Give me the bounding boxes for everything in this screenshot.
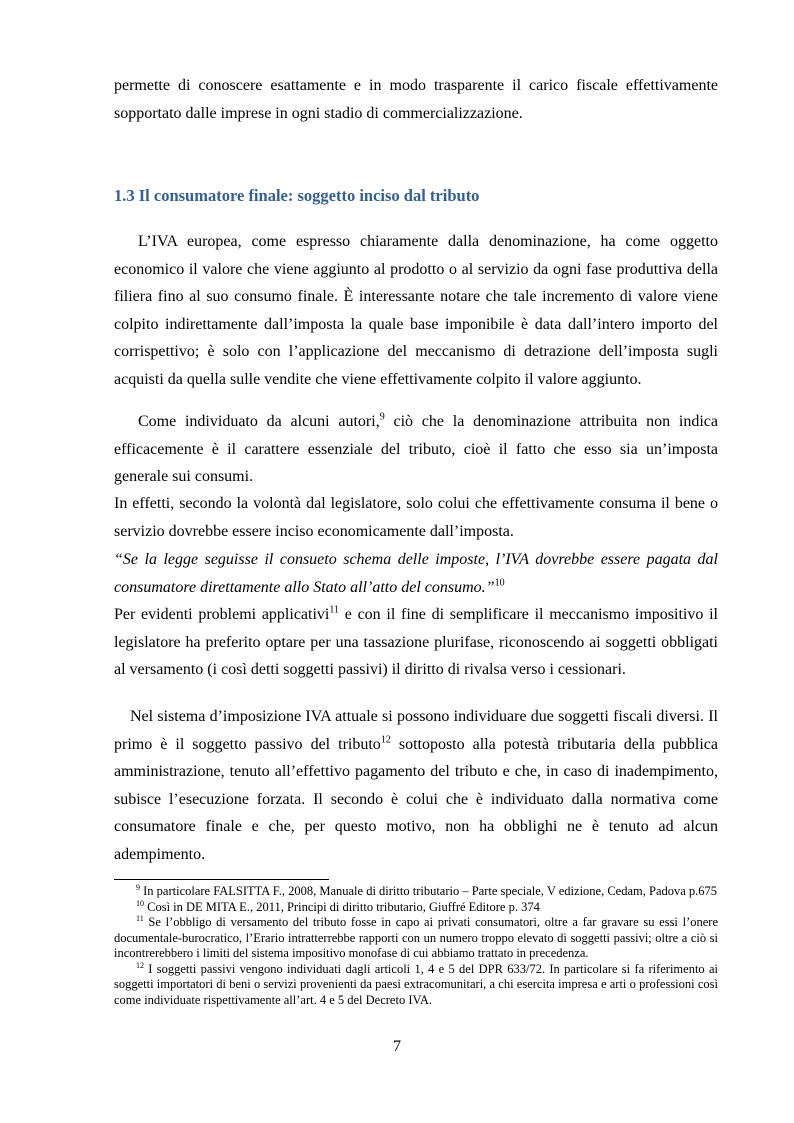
footnote-ref-9[interactable]: 9 <box>379 411 385 423</box>
footnote-ref-12[interactable]: 12 <box>380 734 391 746</box>
intro-paragraph: permette di conoscere esattamente e in modo trasparente il carico fiscale effettivamente sopportato dalle imprese in ogni stadio di commercializzazione. <box>114 77 718 122</box>
footnote-number: 11 <box>136 913 144 923</box>
footnote-text: Così in DE MITA E., 2011, Principi di diritto tributario, Giuffré Editore p. 374 <box>144 899 540 914</box>
section-heading: 1.3 Il consumatore finale: soggetto inciso dal tributo <box>114 186 480 205</box>
paragraph-2 <box>114 408 718 491</box>
paragraph-5-text-a: Nel sistema d’imposizione IVA attuale si possono individuare due soggetti fiscali diversi. Il primo è il soggetto passivo del tributo <box>114 708 718 753</box>
footnote-number: 10 <box>136 898 144 908</box>
footnote-number: 9 <box>136 882 140 892</box>
footnotes <box>114 884 718 1008</box>
paragraph-4 <box>114 601 718 684</box>
footnote-ref-10[interactable]: 10 <box>494 577 505 589</box>
footnote-text: I soggetti passivi vengono individuati dagli articoli 1, 4 e 5 del DPR 633/72. In particolare si fa riferimento ai soggetti importatori di beni o servizi provenienti da paesi extracomunitari, a chi esercita impresa e arti o professioni così come individuate rispettivamente all’art. 4 e 5 del Decreto IVA. <box>114 961 718 1007</box>
footnote-11 <box>114 915 718 962</box>
paragraph-2-text-b: ciò che la denominazione attribuita non indica efficacemente è il carattere essenziale del tributo, cioè il fatto che esso sia un’imposta generale sui consumi. <box>114 413 718 485</box>
footnote-9 <box>114 884 718 900</box>
footnote-10 <box>114 900 718 916</box>
footnote-text: Se l’obbligo di versamento del tributo fosse in capo ai privati consumatori, oltre a far gravare su essi l’onere documentale-burocratico, l’Erario intratterrebbe rapporti con un numero troppo elevato di soggetti passivi; oltre a ciò si incontrerebbero i limiti del sistema impositivo monofase di cui abbiamo trattato in precedenza. <box>114 915 718 960</box>
footnote-text: In particolare FALSITTA F., 2008, Manuale di diritto tributario – Parte speciale, V edizione, Cedam, Padova p.675 <box>140 884 718 898</box>
footnote-separator <box>114 879 329 880</box>
footnote-number: 12 <box>136 960 144 970</box>
footnote-ref-11[interactable]: 11 <box>329 604 339 616</box>
page-number: 7 <box>393 1038 401 1055</box>
paragraph-4-text-b: e con il fine di semplificare il meccanismo impositivo il legislatore ha preferito optare per una tassazione plurifase, riconoscendo ai soggetti obbligati al versamento (i così detti soggetti passivi) il diritto di rivalsa verso i cessionari. <box>114 606 718 678</box>
quote-paragraph <box>114 546 718 601</box>
quote-text: “Se la legge seguisse il consueto schema delle imposte, l’IVA dovrebbe essere pagata dal consumatore direttamente allo Stato all’atto del consumo.” <box>114 551 718 596</box>
footnote-12 <box>114 962 718 1009</box>
paragraph-4-text-a: Per evidenti problemi applicativi <box>114 606 330 623</box>
paragraph-2-text-a: Come individuato da alcuni autori, <box>138 413 380 430</box>
paragraph-3: In effetti, secondo la volontà dal legislatore, solo colui che effettivamente consuma il bene o servizio dovrebbe essere inciso economicamente dall’imposta. <box>114 495 718 540</box>
paragraph-5-text-b: sottoposto alla potestà tributaria della pubblica amministrazione, tenuto all’effettivo pagamento del tributo e che, in caso di inadempimento, subisce l’esecuzione forzata. Il secondo è colui che è individuato dalla normativa come consumatore finale e che, per questo motivo, non ha obblighi ne è tenuto ad alcun adempimento. <box>114 735 719 863</box>
paragraph-1: L’IVA europea, come espresso chiaramente dalla denominazione, ha come oggetto economico il valore che viene aggiunto al prodotto o al servizio da ogni fase produttiva della filiera fino al suo consumo finale. È interessante notare che tale incremento di valore viene colpito indirettamente dall’imposta la quale base imponibile è data dall’intero importo del corrispettivo; è solo con l’applicazione del meccanismo di detrazione dell’imposta sugli acquisti da quella sulle vendite che viene effettivamente colpito il valore aggiunto. <box>114 233 718 388</box>
paragraph-5 <box>114 703 718 868</box>
